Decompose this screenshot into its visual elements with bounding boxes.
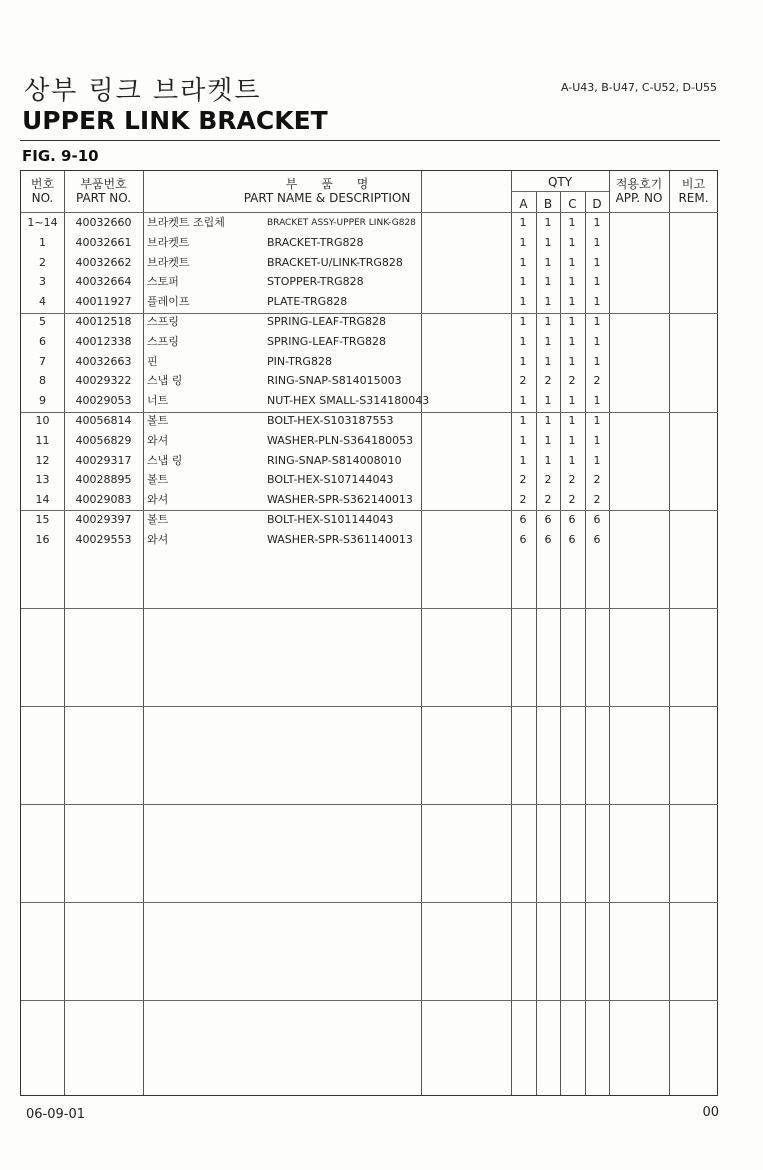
row-qty-b: 6 xyxy=(544,532,552,546)
row-name-en: BOLT-HEX-S103187553 xyxy=(267,414,394,427)
row-no: 2 xyxy=(39,255,46,269)
table-row xyxy=(21,292,718,312)
row-qty-a: 1 xyxy=(519,275,527,289)
row-part-no: 40029053 xyxy=(75,394,132,408)
header-part-name xyxy=(143,177,511,205)
header-qty-b: B xyxy=(543,197,553,211)
row-name-ko: 볼트 xyxy=(147,473,169,487)
row-qty-d: 1 xyxy=(593,354,601,368)
row-no: 12 xyxy=(35,453,50,467)
header-part-no xyxy=(64,177,143,205)
row-qty-a: 1 xyxy=(519,295,527,309)
row-name-en: WASHER-PLN-S364180053 xyxy=(267,433,414,447)
row-no: 5 xyxy=(39,315,46,328)
row-name-en: NUT-HEX SMALL-S314180043 xyxy=(267,394,430,408)
row-name-en: RING-SNAP-S814008010 xyxy=(267,453,402,467)
row-qty-d: 2 xyxy=(593,473,601,487)
row-qty-d: 1 xyxy=(593,235,601,249)
table-row xyxy=(21,391,718,411)
row-name-ko: 스냅 링 xyxy=(147,374,183,388)
model-list: A-U43, B-U47, C-U52, D-U55 xyxy=(560,81,717,94)
table-row xyxy=(21,213,718,233)
row-qty-a: 1 xyxy=(519,255,527,269)
row-qty-a: 1 xyxy=(519,394,527,408)
row-name-ko: 볼트 xyxy=(147,513,169,526)
row-qty-b: 2 xyxy=(544,493,552,507)
row-part-no: 40029317 xyxy=(75,453,132,467)
row-qty-a: 1 xyxy=(519,235,527,249)
header-name-ko: 부 품 명 xyxy=(285,177,369,191)
row-qty-b: 1 xyxy=(544,315,552,328)
row-name-en: STOPPER-TRG828 xyxy=(267,275,364,289)
table-row xyxy=(21,272,718,292)
row-qty-c: 1 xyxy=(568,394,576,408)
table-row xyxy=(21,312,718,332)
row-no: 9 xyxy=(39,394,46,408)
row-name-ko: 플레이프 xyxy=(147,295,190,309)
header-no xyxy=(21,177,64,205)
row-name-en: SPRING-LEAF-TRG828 xyxy=(267,315,386,328)
row-qty-b: 1 xyxy=(544,394,552,408)
row-qty-a: 6 xyxy=(519,513,527,526)
row-qty-b: 1 xyxy=(544,275,552,289)
row-qty-b: 1 xyxy=(544,453,552,467)
row-qty-c: 1 xyxy=(568,354,576,368)
footer-date: 06-09-01 xyxy=(26,1107,86,1122)
row-no: 11 xyxy=(35,433,50,447)
row-no: 1~14 xyxy=(27,216,58,229)
table-row xyxy=(21,470,718,490)
row-qty-a: 1 xyxy=(519,216,527,229)
row-qty-d: 2 xyxy=(593,493,601,507)
row-qty-d: 1 xyxy=(593,275,601,289)
group-divider xyxy=(21,902,718,903)
row-no: 13 xyxy=(35,473,50,487)
header-qty-d: D xyxy=(592,197,602,211)
header-part-en: PART NO. xyxy=(75,191,132,205)
row-no: 3 xyxy=(39,275,46,289)
group-divider xyxy=(21,706,718,707)
row-name-ko: 너트 xyxy=(147,394,169,408)
row-part-no: 40029553 xyxy=(75,532,132,546)
row-no: 15 xyxy=(35,513,50,526)
row-qty-d: 1 xyxy=(593,255,601,269)
qty-header-divider xyxy=(511,191,609,192)
row-part-no: 40032664 xyxy=(75,275,132,289)
table-row xyxy=(21,490,718,510)
header-qty-a: A xyxy=(519,197,528,211)
row-qty-c: 1 xyxy=(568,414,576,427)
parts-table xyxy=(20,170,718,1096)
row-part-no: 40012518 xyxy=(75,315,132,328)
row-qty-a: 2 xyxy=(519,473,527,487)
row-name-en: BRACKET ASSY-UPPER LINK-G828 xyxy=(267,218,416,228)
group-divider xyxy=(21,608,718,609)
row-qty-b: 1 xyxy=(544,216,552,229)
row-name-ko: 볼트 xyxy=(147,414,169,427)
row-qty-b: 1 xyxy=(544,235,552,249)
header-rem-en: REM. xyxy=(678,191,709,205)
row-part-no: 40056814 xyxy=(75,414,132,427)
table-row xyxy=(21,253,718,273)
row-qty-d: 2 xyxy=(593,374,601,388)
row-no: 7 xyxy=(39,354,46,368)
row-qty-d: 1 xyxy=(593,216,601,229)
row-qty-a: 1 xyxy=(519,354,527,368)
row-qty-c: 1 xyxy=(568,334,576,348)
row-name-en: RING-SNAP-S814015003 xyxy=(267,374,402,388)
header-name-en: PART NAME & DESCRIPTION xyxy=(243,191,411,205)
row-qty-b: 2 xyxy=(544,473,552,487)
header-no-ko: 번호 xyxy=(30,177,55,191)
table-row xyxy=(21,451,718,471)
row-name-ko: 스토퍼 xyxy=(147,275,179,289)
row-qty-a: 1 xyxy=(519,315,527,328)
row-qty-c: 2 xyxy=(568,374,576,388)
row-part-no: 40012338 xyxy=(75,334,132,348)
row-part-no: 40032663 xyxy=(75,354,132,368)
table-row xyxy=(21,510,718,530)
row-name-en: SPRING-LEAF-TRG828 xyxy=(267,334,386,348)
header-qty: QTY xyxy=(547,175,573,189)
row-qty-c: 1 xyxy=(568,255,576,269)
group-divider xyxy=(21,804,718,805)
table-row xyxy=(21,431,718,451)
row-name-en: WASHER-SPR-S362140013 xyxy=(267,493,413,507)
row-qty-d: 6 xyxy=(593,532,601,546)
row-name-ko: 와셔 xyxy=(147,532,169,546)
row-no: 10 xyxy=(35,414,50,427)
row-qty-a: 2 xyxy=(519,493,527,507)
row-name-ko: 핀 xyxy=(147,354,158,368)
header-app-no xyxy=(609,177,669,205)
row-no: 4 xyxy=(39,295,46,309)
row-name-en: BRACKET-U/LINK-TRG828 xyxy=(267,255,403,269)
table-row xyxy=(21,411,718,431)
header-app-en: APP. NO xyxy=(615,191,663,205)
row-name-ko: 브라켓트 xyxy=(147,255,190,269)
row-qty-a: 2 xyxy=(519,374,527,388)
row-name-en: BOLT-HEX-S107144043 xyxy=(267,473,394,487)
row-name-ko: 와셔 xyxy=(147,493,169,507)
row-part-no: 40029397 xyxy=(75,513,132,526)
row-part-no: 40056829 xyxy=(75,433,132,447)
row-qty-b: 1 xyxy=(544,354,552,368)
row-qty-c: 1 xyxy=(568,315,576,328)
row-qty-a: 6 xyxy=(519,532,527,546)
row-qty-a: 1 xyxy=(519,453,527,467)
row-qty-d: 1 xyxy=(593,315,601,328)
row-name-en: BRACKET-TRG828 xyxy=(267,235,364,249)
header-part-ko: 부품번호 xyxy=(80,177,127,191)
row-qty-d: 1 xyxy=(593,453,601,467)
row-qty-d: 1 xyxy=(593,433,601,447)
row-qty-b: 1 xyxy=(544,295,552,309)
row-qty-d: 1 xyxy=(593,334,601,348)
header-app-ko: 적용호기 xyxy=(615,177,663,191)
row-part-no: 40032662 xyxy=(75,255,132,269)
row-qty-d: 1 xyxy=(593,295,601,309)
row-part-no: 40011927 xyxy=(75,295,132,309)
row-qty-b: 6 xyxy=(544,513,552,526)
row-qty-d: 6 xyxy=(593,513,601,526)
header-remarks xyxy=(669,177,718,205)
row-qty-a: 1 xyxy=(519,334,527,348)
row-qty-b: 1 xyxy=(544,433,552,447)
row-part-no: 40032660 xyxy=(75,216,132,229)
header-rem-ko: 비고 xyxy=(681,177,706,191)
row-qty-c: 1 xyxy=(568,453,576,467)
row-qty-c: 6 xyxy=(568,513,576,526)
row-qty-c: 2 xyxy=(568,493,576,507)
row-name-ko: 브라켓트 조립체 xyxy=(147,216,225,229)
row-qty-c: 1 xyxy=(568,295,576,309)
row-name-en: PIN-TRG828 xyxy=(267,354,332,368)
row-no: 14 xyxy=(35,493,50,507)
figure-number: FIG. 9-10 xyxy=(22,147,99,165)
table-row xyxy=(21,371,718,391)
table-row xyxy=(21,233,718,253)
row-name-ko: 브라켓트 xyxy=(147,235,190,249)
row-name-ko: 스프링 xyxy=(147,315,179,328)
row-qty-c: 1 xyxy=(568,235,576,249)
row-qty-a: 1 xyxy=(519,433,527,447)
header-qty-c: C xyxy=(568,197,577,211)
row-qty-b: 1 xyxy=(544,334,552,348)
row-qty-d: 1 xyxy=(593,394,601,408)
row-name-en: PLATE-TRG828 xyxy=(267,295,348,309)
row-no: 16 xyxy=(35,532,50,546)
page-number: 00 xyxy=(702,1105,719,1120)
row-qty-b: 2 xyxy=(544,374,552,388)
row-qty-c: 1 xyxy=(568,275,576,289)
row-qty-a: 1 xyxy=(519,414,527,427)
page-title: UPPER LINK BRACKET xyxy=(22,106,328,135)
row-part-no: 40028895 xyxy=(75,473,132,487)
row-name-ko: 와셔 xyxy=(147,433,169,447)
row-part-no: 40032661 xyxy=(75,235,132,249)
table-row xyxy=(21,530,718,550)
group-divider xyxy=(21,1000,718,1001)
table-row xyxy=(21,332,718,352)
row-no: 8 xyxy=(39,374,46,388)
row-qty-c: 2 xyxy=(568,473,576,487)
row-qty-c: 6 xyxy=(568,532,576,546)
row-name-en: BOLT-HEX-S101144043 xyxy=(267,513,394,526)
row-name-ko: 스프링 xyxy=(147,334,179,348)
row-name-ko: 스냅 링 xyxy=(147,453,183,467)
table-row xyxy=(21,352,718,372)
row-qty-b: 1 xyxy=(544,414,552,427)
row-part-no: 40029322 xyxy=(75,374,132,388)
row-part-no: 40029083 xyxy=(75,493,132,507)
row-qty-b: 1 xyxy=(544,255,552,269)
row-name-en: WASHER-SPR-S361140013 xyxy=(267,532,413,546)
row-qty-c: 1 xyxy=(568,216,576,229)
row-no: 1 xyxy=(39,235,46,249)
title-divider xyxy=(20,140,720,141)
title-korean: 상부 링크 브라켓트 xyxy=(24,76,262,106)
header-no-en: NO. xyxy=(31,191,54,205)
row-no: 6 xyxy=(39,334,46,348)
row-qty-c: 1 xyxy=(568,433,576,447)
row-qty-d: 1 xyxy=(593,414,601,427)
